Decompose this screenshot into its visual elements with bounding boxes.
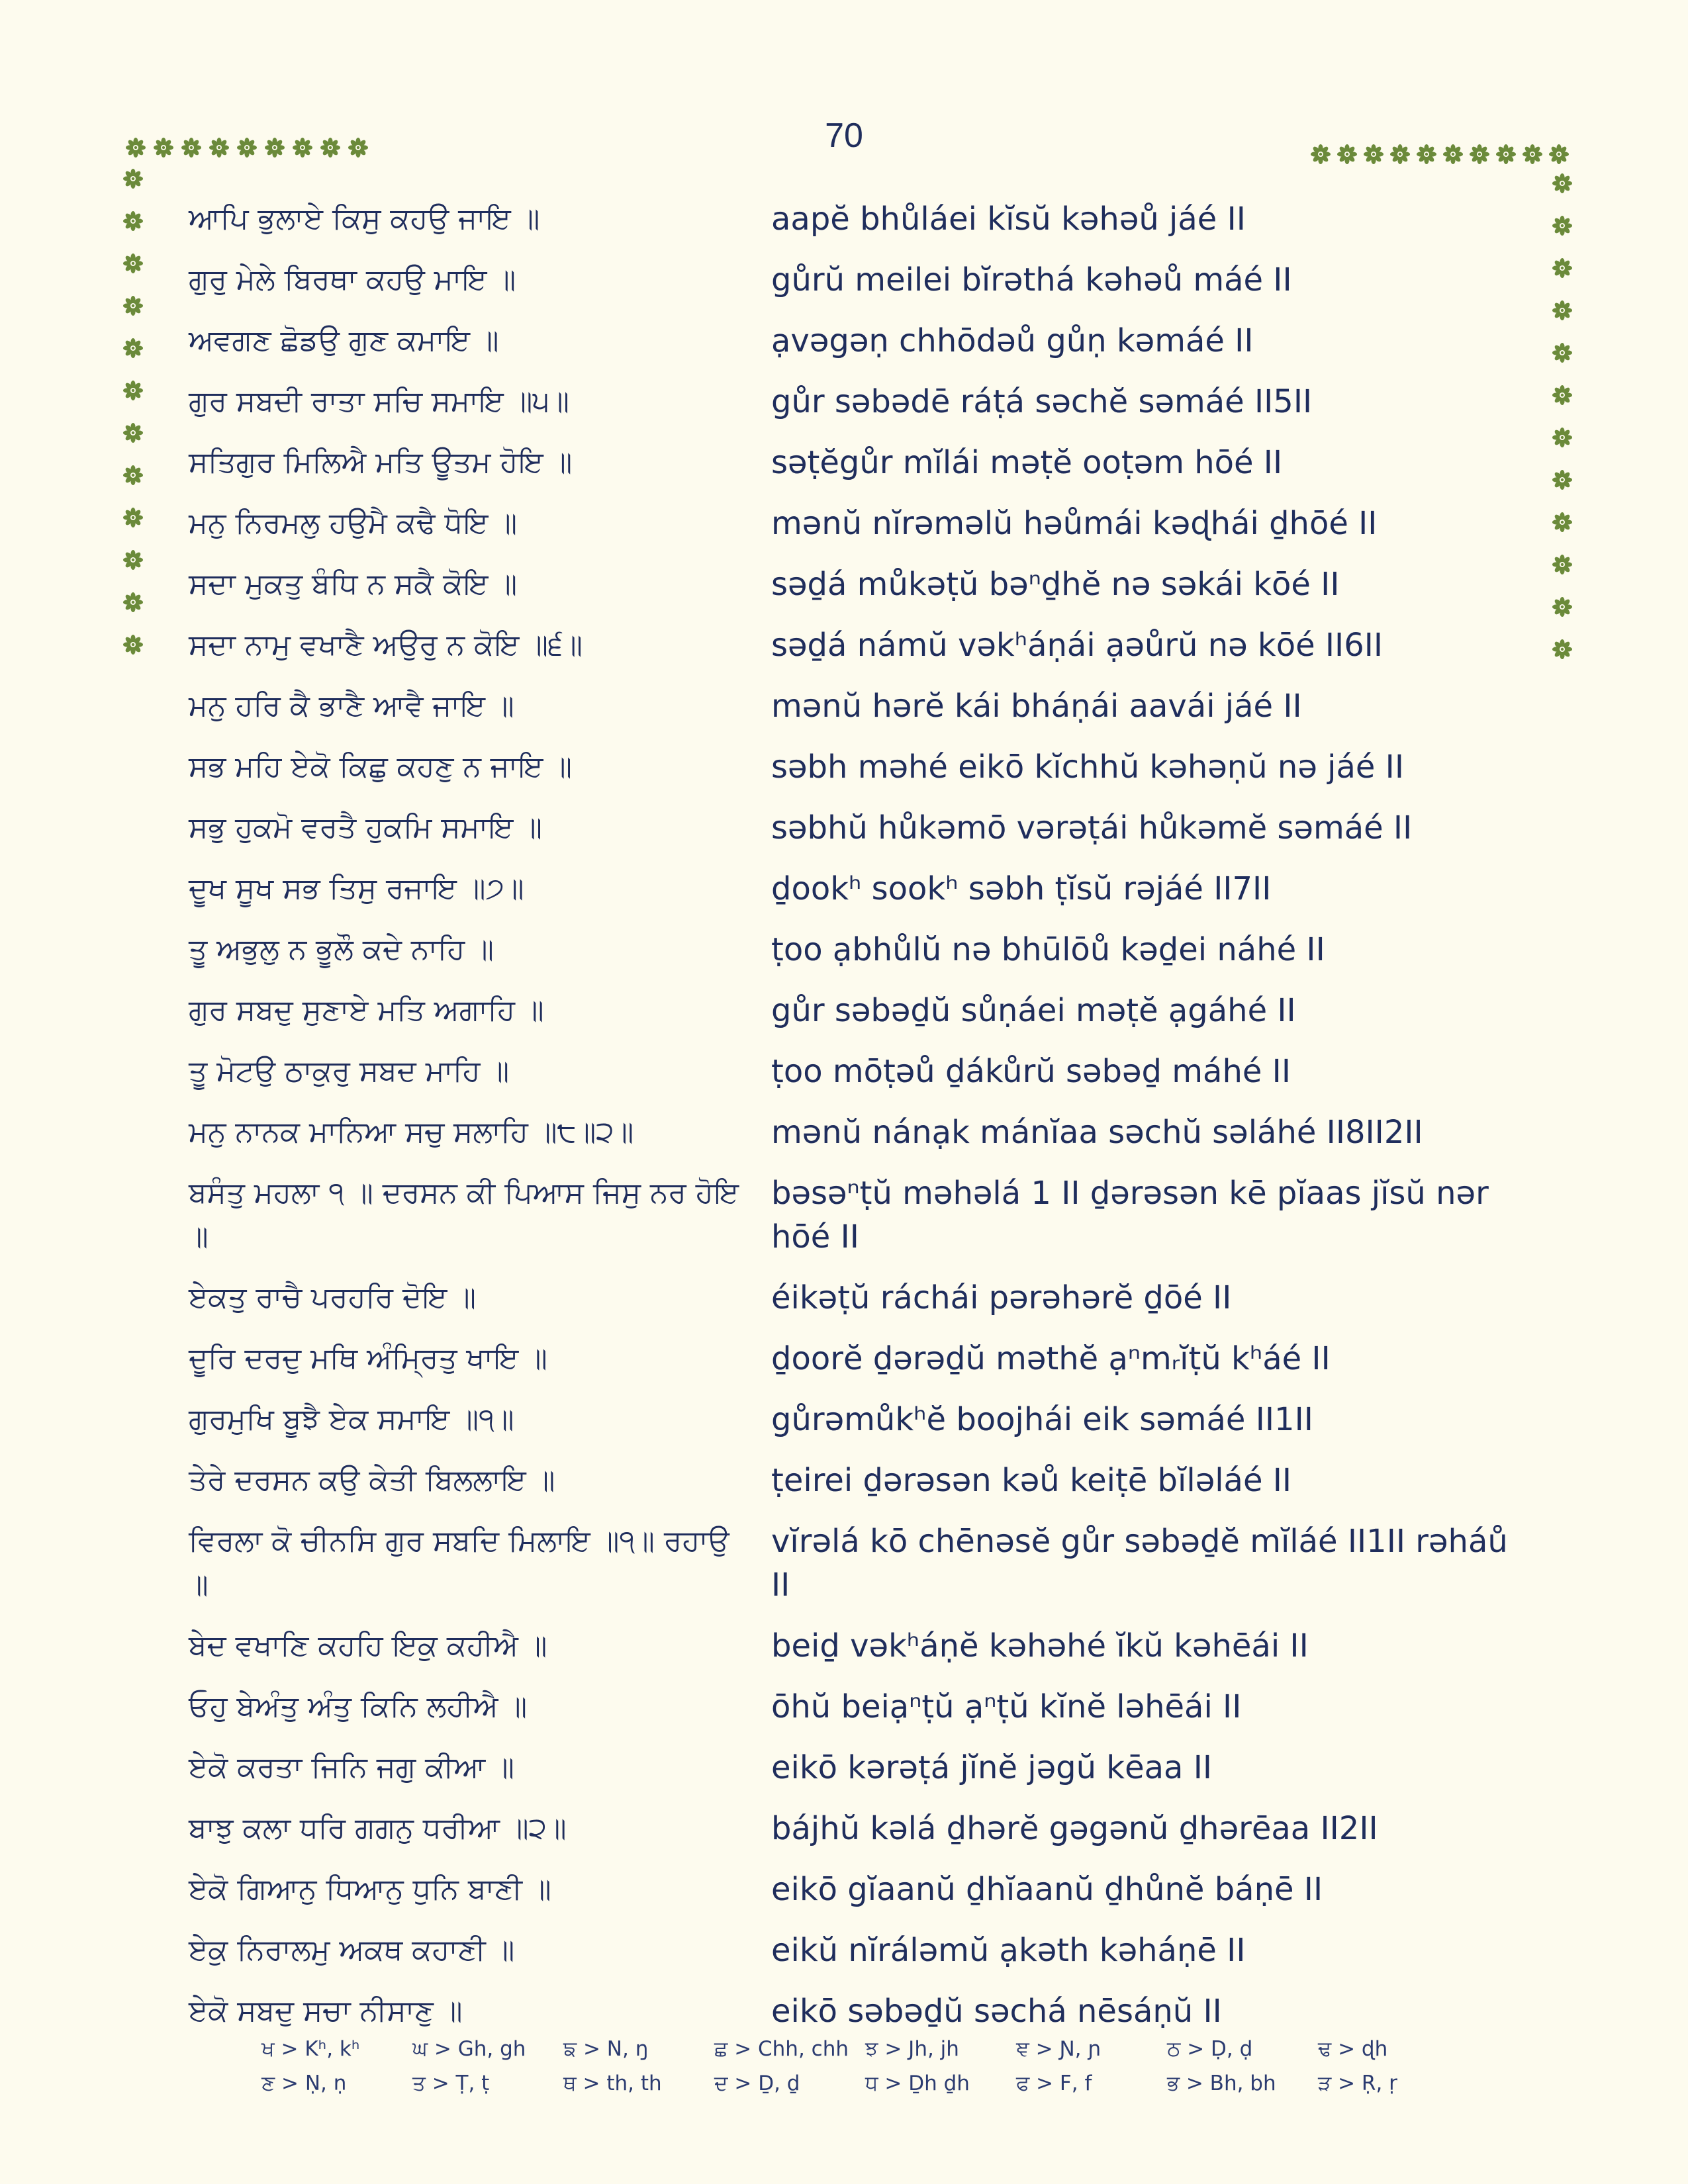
flower-ornament-icon — [1311, 144, 1331, 164]
flower-ornament-icon — [1552, 173, 1572, 193]
flower-ornament-icon — [126, 138, 146, 158]
legend-item: ਣ > Ṇ, ṇ — [261, 2071, 347, 2095]
gurmukhi-line: ਬਸੰਤੁ ਮਹਲਾ ੧ ॥ ਦਰਸਨ ਕੀ ਪਿਆਸ ਜਿਸੁ ਨਰ ਹੋਇ ॥ — [189, 1176, 739, 1253]
transliteration-line: ḏookʰ sookʰ səbh ṭĭsŭ rəjáé II7II — [771, 870, 1272, 907]
verse-row — [189, 1807, 1526, 1850]
verse-row — [189, 380, 1526, 424]
transliteration-line: ōhŭ beiạⁿṭŭ ạⁿṭŭ kĭnĕ ləhēái II — [771, 1688, 1242, 1725]
verse-row — [189, 197, 1526, 241]
flower-ornament-icon — [209, 138, 229, 158]
flower-ornament-icon — [1523, 144, 1542, 164]
flower-ornament-icon — [320, 138, 340, 158]
verse-list — [189, 197, 1526, 2050]
gurmukhi-line: ਗੁਰ ਸਬਦੁ ਸੁਣਾਏ ਮਤਿ ਅਗਾਹਿ ॥ — [189, 993, 544, 1027]
flower-ornament-icon — [1552, 258, 1572, 278]
flower-ornament-icon — [123, 508, 143, 527]
legend-item: ਥ > th, th — [563, 2071, 662, 2095]
verse-row — [189, 1276, 1526, 1320]
verse-row — [189, 928, 1526, 972]
flower-ornament-icon — [1552, 300, 1572, 320]
verse-row — [189, 989, 1526, 1032]
flower-ornament-icon — [123, 211, 143, 231]
gurmukhi-line: ਤੂ ਮੋਟਉ ਠਾਕੁਰੁ ਸਬਦ ਮਾਹਿ ॥ — [189, 1054, 510, 1088]
flower-ornament-icon — [154, 138, 173, 158]
verse-row — [189, 1398, 1526, 1441]
gurmukhi-line: ਤੂ ਅਭੁਲੁ ਨ ਭੂਲੌ ਕਦੇ ਨਾਹਿ ॥ — [189, 933, 494, 966]
gurmukhi-line: ਸਭ ਮਹਿ ਏਕੋ ਕਿਛੁ ਕਹਣੁ ਨ ਜਾਇ ॥ — [189, 750, 572, 784]
flower-ornament-icon — [181, 138, 201, 158]
gurmukhi-line: ਦੂਰਿ ਦਰਦੁ ਮਥਿ ਅੰਮ੍ਰਿਤੁ ਖਾਇ ॥ — [189, 1342, 547, 1375]
legend-item: ਭ > Bh, bh — [1167, 2071, 1276, 2095]
flower-ornament-icon — [123, 296, 143, 316]
verse-row — [189, 1989, 1526, 2033]
flower-ornament-icon — [123, 253, 143, 273]
legend-item: ਛ > Chh, chh — [714, 2037, 849, 2061]
transliteration-line: səḏá námŭ vəkʰáṇái ạəůrŭ nə kōé II6II — [771, 627, 1383, 664]
flower-ornament-icon — [1549, 144, 1569, 164]
legend-item: ਖ > Kʰ, kʰ — [261, 2037, 360, 2061]
verse-row — [189, 1459, 1526, 1502]
transliteration-line: ṭoo mōṭəů ḏákůrŭ səbəḏ máhé II — [771, 1053, 1291, 1090]
verse-row — [189, 319, 1526, 363]
legend-item: ਘ > Gh, gh — [412, 2037, 526, 2061]
flower-ornament-icon — [1552, 216, 1572, 236]
legend-item: ਧ > Ḏh ḏh — [865, 2071, 970, 2095]
flower-ornament-icon — [348, 138, 368, 158]
gurmukhi-line: ਮਨੁ ਨਿਰਮਲੁ ਹਉਮੈ ਕਢੈ ਧੋਇ ॥ — [189, 506, 518, 540]
gurmukhi-line: ਮਨੁ ਨਾਨਕ ਮਾਨਿਆ ਸਚੁ ਸਲਾਹਿ ॥੮॥੨॥ — [189, 1115, 634, 1149]
verse-row — [189, 745, 1526, 789]
flower-ornament-icon — [123, 465, 143, 485]
gurmukhi-line: ਸਭੁ ਹੁਕਮੋ ਵਰਤੈ ਹੁਕਮਿ ਸਮਾਇ ॥ — [189, 811, 543, 844]
gurmukhi-line: ਬੇਦ ਵਖਾਣਿ ਕਹਹਿ ਇਕੁ ਕਹੀਐ ॥ — [189, 1629, 547, 1662]
legend-item: ੜ > Ṛ, ṛ — [1318, 2071, 1397, 2095]
gurmukhi-line: ਸਦਾ ਨਾਮੁ ਵਖਾਣੈ ਅਉਰੁ ਨ ਕੋਇ ॥੬॥ — [189, 628, 583, 662]
flower-ornament-icon — [1552, 428, 1572, 447]
verse-row — [189, 1171, 1526, 1259]
gurmukhi-line: ਓਹੁ ਬੇਅੰਤੁ ਅੰਤੁ ਕਿਨਿ ਲਹੀਐ ॥ — [189, 1690, 528, 1723]
transliteration-legend — [261, 2037, 1453, 2106]
transliteration-line: ḏoorĕ ḏərəḏŭ məthĕ ạⁿmᵣĭṭŭ kʰáé II — [771, 1340, 1331, 1377]
verse-row — [189, 502, 1526, 545]
verse-row — [189, 1746, 1526, 1790]
gurmukhi-line: ਏਕੁ ਨਿਰਾਲਮੁ ਅਕਥ ਕਹਾਣੀ ॥ — [189, 1933, 515, 1967]
flower-ornament-icon — [123, 635, 143, 655]
transliteration-line: beiḏ vəkʰáṇĕ kəhəhé ĭkŭ kəhēái II — [771, 1627, 1309, 1664]
flower-ornament-icon — [1417, 144, 1436, 164]
flower-ornament-icon — [123, 381, 143, 400]
flower-ornament-icon — [1552, 385, 1572, 405]
flower-ornament-icon — [1496, 144, 1516, 164]
verse-row — [189, 1868, 1526, 1911]
legend-item: ਙ > N, ŋ — [563, 2037, 649, 2061]
verse-row — [189, 1685, 1526, 1729]
flower-ornament-icon — [1552, 555, 1572, 574]
gurmukhi-line: ਗੁਰੁ ਮੇਲੇ ਬਿਰਥਾ ਕਹਉ ਮਾਇ ॥ — [189, 263, 516, 296]
flower-ornament-icon — [1364, 144, 1383, 164]
flower-ornament-icon — [1552, 343, 1572, 363]
verse-row — [189, 441, 1526, 484]
transliteration-line: gůrŭ meilei bĭrəthá kəhəů máé II — [771, 261, 1292, 298]
verse-row — [189, 1624, 1526, 1668]
verse-row — [189, 684, 1526, 728]
transliteration-line: bəsəⁿṭŭ məhəlá 1 II ḏərəsən kē pĭaas jĭsŭ nər hōé II — [771, 1175, 1489, 1255]
flower-ornament-icon — [237, 138, 257, 158]
flower-ornament-icon — [1552, 639, 1572, 659]
transliteration-line: eikō səbəḏŭ səchá nēsáṇŭ II — [771, 1993, 1222, 2030]
legend-item: ਦ > Ḏ, ḏ — [714, 2071, 800, 2095]
legend-item: ਫ > F, f — [1016, 2071, 1092, 2095]
flower-ornament-icon — [1443, 144, 1463, 164]
flower-ornament-icon — [1552, 597, 1572, 617]
legend-row — [261, 2071, 1453, 2106]
gurmukhi-line: ਵਿਰਲਾ ਕੋ ਚੀਨਸਿ ਗੁਰ ਸਬਦਿ ਮਿਲਾਇ ॥੧॥ ਰਹਾਉ ॥ — [189, 1524, 729, 1602]
flower-ornament-icon — [123, 550, 143, 570]
gurmukhi-line: ਏਕੋ ਸਬਦੁ ਸਚਾ ਨੀਸਾਣੁ ॥ — [189, 1994, 463, 2028]
gurmukhi-line: ਏਕੋ ਕਰਤਾ ਜਿਨਿ ਜਗੁ ਕੀਆ ॥ — [189, 1751, 514, 1784]
verse-row — [189, 1111, 1526, 1154]
legend-item: ਞ > Ɲ, ɲ — [1016, 2037, 1102, 2061]
verse-row — [189, 1929, 1526, 1972]
verse-row — [189, 623, 1526, 667]
gurmukhi-line: ਗੁਰ ਸਬਦੀ ਰਾਤਾ ਸਚਿ ਸਮਾਇ ॥੫॥ — [189, 385, 570, 418]
transliteration-line: gůr səbəḏŭ sůṇáei məṭĕ ạgáhé II — [771, 992, 1296, 1029]
flower-ornament-icon — [123, 423, 143, 443]
transliteration-line: éikəṭŭ ráchái pərəhərĕ ḏōé II — [771, 1279, 1232, 1316]
gurmukhi-line: ਗੁਰਮੁਖਿ ਬੂਝੈ ਏਕ ਸਮਾਇ ॥੧॥ — [189, 1402, 514, 1436]
transliteration-line: eikŭ nĭráləmŭ ạkəth kəháṇē II — [771, 1932, 1246, 1969]
gurmukhi-line: ਸਦਾ ਮੁਕਤੁ ਬੰਧਿ ਨ ਸਕੈ ਕੋਇ ॥ — [189, 567, 518, 601]
legend-item: ਝ > Jh, jh — [865, 2037, 959, 2061]
transliteration-line: səbhŭ hůkəmō vərəṭái hůkəmĕ səmáé II — [771, 809, 1413, 846]
legend-row — [261, 2037, 1453, 2071]
transliteration-line: bájhŭ kəlá ḏhərĕ gəgənŭ ḏhərēaa II2II — [771, 1810, 1378, 1847]
gurmukhi-line: ਸਤਿਗੁਰ ਮਿਲਿਐ ਮਤਿ ਊਤਮ ਹੋਇ ॥ — [189, 445, 573, 479]
transliteration-line: gůrəmůkʰĕ boojhái eik səmáé II1II — [771, 1401, 1313, 1438]
transliteration-line: ṭoo ạbhůlŭ nə bhūlōů kəḏei náhé II — [771, 931, 1325, 968]
flower-ornament-icon — [1552, 470, 1572, 490]
transliteration-line: mənŭ hərĕ kái bháṇái aavái jáé II — [771, 688, 1302, 725]
transliteration-line: səbh məhé eikō kĭchhŭ kəhəṇŭ nə jáé II — [771, 749, 1404, 786]
gurmukhi-line: ਮਨੁ ਹਰਿ ਕੈ ਭਾਣੈ ਆਵੈ ਜਾਇ ॥ — [189, 689, 514, 723]
gurmukhi-line: ਦੂਖ ਸੂਖ ਸਭ ਤਿਸੁ ਰਜਾਇ ॥੭॥ — [189, 872, 524, 905]
legend-item: ਢ > ɖh — [1318, 2037, 1388, 2061]
verse-row — [189, 1520, 1526, 1607]
gurmukhi-line: ਤੇਰੇ ਦਰਸਨ ਕਉ ਕੇਤੀ ਬਿਲਲਾਇ ॥ — [189, 1463, 555, 1497]
flower-ornament-icon — [1390, 144, 1410, 164]
verse-row — [189, 867, 1526, 911]
flower-ornament-icon — [123, 169, 143, 189]
gurmukhi-line: ਆਪਿ ਭੁਲਾਏ ਕਿਸੁ ਕਹਉ ਜਾਇ ॥ — [189, 202, 540, 236]
transliteration-line: gůr səbədē ráṭá səchĕ səmáé II5II — [771, 383, 1313, 420]
flower-ornament-icon — [293, 138, 312, 158]
gurmukhi-line: ਏਕਤੁ ਰਾਚੈ ਪਰਹਰਿ ਦੋਇ ॥ — [189, 1281, 477, 1314]
transliteration-line: səṭĕgůr mĭlái məṭĕ ooṭəm hōé II — [771, 444, 1283, 481]
flower-ornament-icon — [123, 592, 143, 612]
gurmukhi-line: ਅਵਗਣ ਛੋਡਉ ਗੁਣ ਕਮਾਇ ॥ — [189, 324, 499, 357]
flower-ornament-icon — [1552, 512, 1572, 532]
transliteration-line: aapĕ bhůláei kĭsŭ kəhəů jáé II — [771, 201, 1246, 238]
flower-ornament-icon — [1470, 144, 1489, 164]
page-number: 70 — [825, 116, 863, 155]
verse-row — [189, 258, 1526, 302]
flower-ornament-icon — [123, 338, 143, 358]
transliteration-line: eikō kərəṭá jĭnĕ jəgŭ kēaa II — [771, 1749, 1212, 1786]
verse-row — [189, 1050, 1526, 1093]
transliteration-line: səḏá můkəṭŭ bəⁿḏhĕ nə səkái kōé II — [771, 566, 1340, 603]
transliteration-line: eikō gĭaanŭ ḏhĭaanŭ ḏhůnĕ báṇē II — [771, 1871, 1323, 1908]
transliteration-line: mənŭ nĭrəməlŭ həůmái kəɖhái ḏhōé II — [771, 505, 1378, 542]
gurmukhi-line: ਬਾਝੁ ਕਲਾ ਧਰਿ ਗਗਨੁ ਧਰੀਆ ॥੨॥ — [189, 1811, 567, 1845]
legend-item: ਤ > Ṭ, ṭ — [412, 2071, 490, 2095]
gurmukhi-line: ਏਕੋ ਗਿਆਨੁ ਧਿਆਨੁ ਧੁਨਿ ਬਾਣੀ ॥ — [189, 1872, 551, 1906]
verse-row — [189, 563, 1526, 606]
legend-item: ਠ > Ḍ, ḍ — [1167, 2037, 1253, 2061]
flower-ornament-icon — [1337, 144, 1357, 164]
verse-row — [189, 806, 1526, 850]
transliteration-line: ạvəgəṇ chhōdəů gůṇ kəmáé II — [771, 322, 1254, 359]
transliteration-line: mənŭ nánạk mánĭaa səchŭ səláhé II8II2II — [771, 1114, 1423, 1151]
transliteration-line: vĭrəlá kō chēnəsĕ gůr səbəḏĕ mĭláé II1II rəháů II — [771, 1523, 1508, 1604]
flower-ornament-icon — [265, 138, 285, 158]
verse-row — [189, 1337, 1526, 1381]
transliteration-line: ṭeirei ḏərəsən kəů keiṭē bĭləláé II — [771, 1462, 1292, 1499]
